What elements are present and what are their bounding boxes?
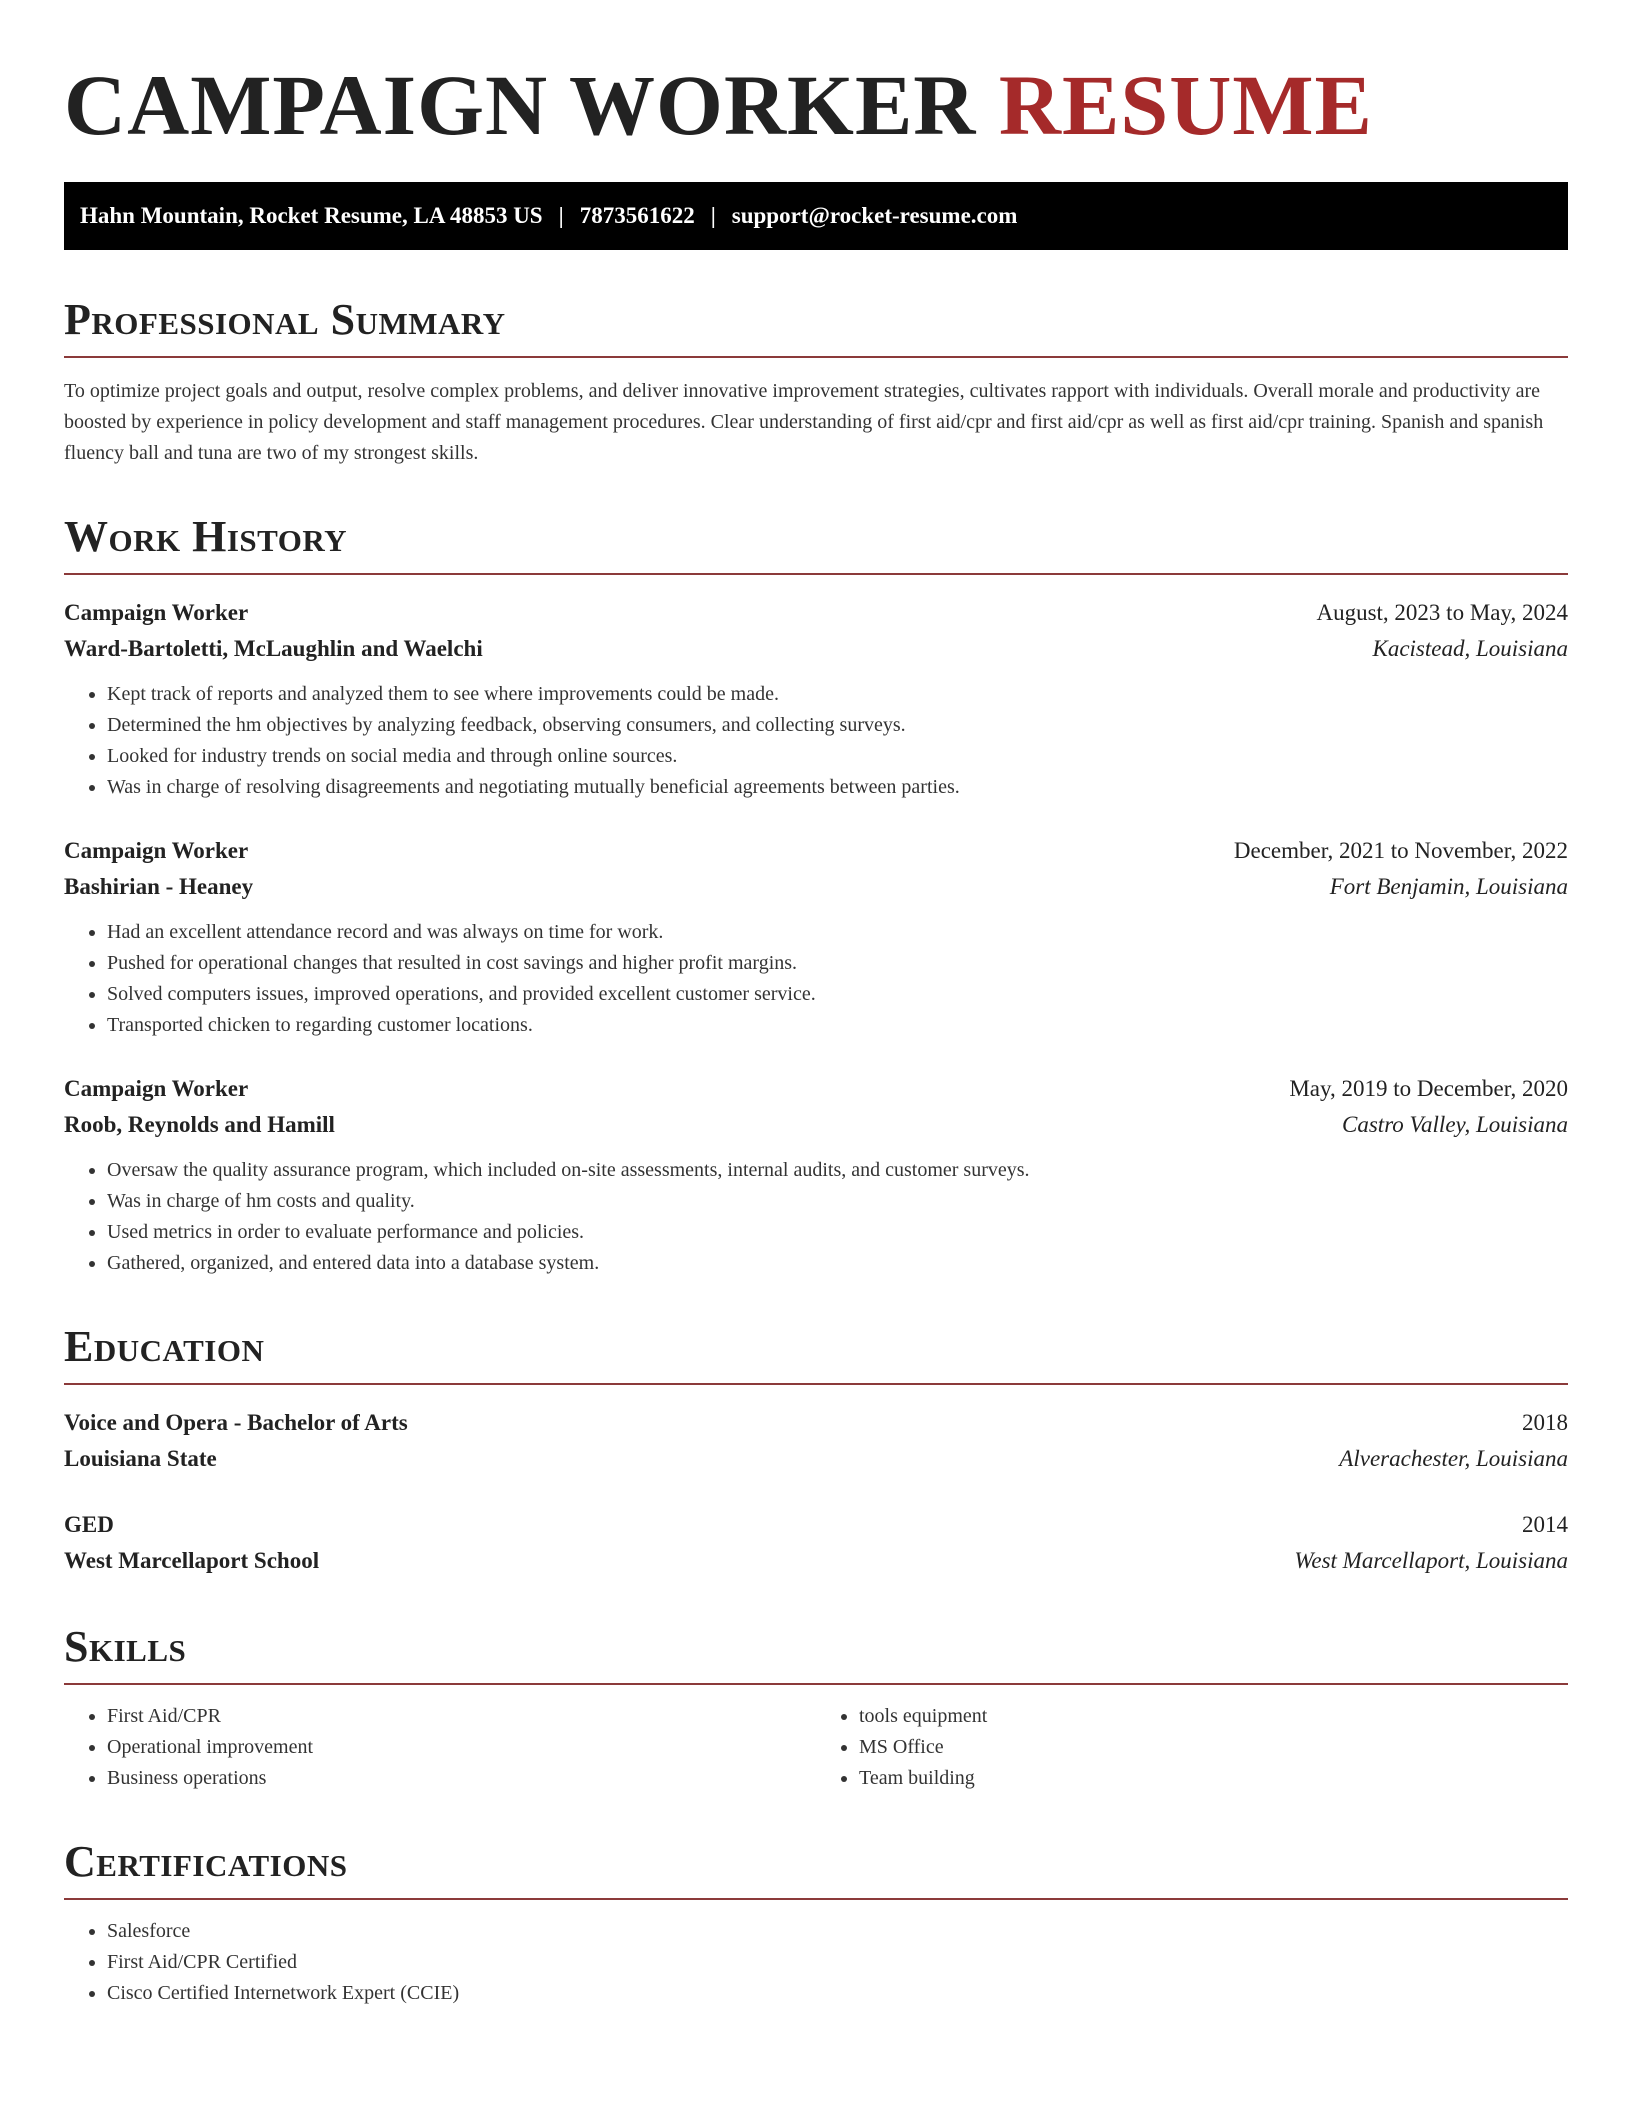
- education-year: 2014: [1522, 1512, 1568, 1537]
- work-history-heading: Work History: [64, 515, 1568, 575]
- job-title: Campaign Worker: [64, 1076, 249, 1101]
- job-company: Ward-Bartoletti, McLaughlin and Waelchi: [64, 636, 483, 661]
- certification-item: • Salesforce: [107, 1916, 1568, 1947]
- certification-item: • First Aid/CPR Certified: [107, 1947, 1568, 1978]
- contact-phone: 7873561622: [579, 203, 695, 228]
- education-location: Alverachester, Louisiana: [1339, 1446, 1568, 1471]
- education-entry: [64, 1405, 1568, 1477]
- job-entry: [64, 833, 1568, 1041]
- summary-heading: Professional Summary: [64, 298, 1568, 358]
- certifications-list: [64, 1916, 1568, 2009]
- job-dates: December, 2021 to November, 2022: [1233, 838, 1568, 863]
- list-item: • Was in charge of hm costs and quality.: [107, 1186, 1568, 1217]
- education-school: West Marcellaport School: [64, 1548, 320, 1573]
- certifications-heading: Certifications: [64, 1840, 1568, 1900]
- contact-separator: |: [710, 203, 716, 228]
- list-item: • Had an excellent attendance record and was always on time for work.: [107, 917, 1568, 948]
- job-dates: May, 2019 to December, 2020: [1289, 1076, 1568, 1101]
- list-item: • Used metrics in order to evaluate performance and policies.: [107, 1217, 1568, 1248]
- education-year: 2018: [1522, 1410, 1568, 1435]
- list-item: • Determined the hm objectives by analyzing feedback, observing consumers, and collecting surveys.: [107, 710, 1568, 741]
- resume-title: [64, 57, 1568, 153]
- education-degree: Voice and Opera - Bachelor of Arts: [64, 1410, 408, 1435]
- skills-heading: Skills: [64, 1625, 1568, 1685]
- job-entry: [64, 1071, 1568, 1279]
- contact-separator: |: [558, 203, 564, 228]
- skills-column-left: [64, 1701, 816, 1794]
- title-accent: RESUME: [998, 57, 1373, 153]
- list-item: • Looked for industry trends on social media and through online sources.: [107, 741, 1568, 772]
- job-bullets: [64, 917, 1568, 1041]
- job-entry: [64, 595, 1568, 803]
- job-location: Fort Benjamin, Louisiana: [1329, 874, 1568, 899]
- list-item: • Oversaw the quality assurance program, which included on-site assessments, internal audits, and customer surveys.: [107, 1155, 1568, 1186]
- skill-item: • Business operations: [107, 1763, 816, 1794]
- job-location: Castro Valley, Louisiana: [1342, 1112, 1568, 1137]
- list-item: • Gathered, organized, and entered data into a database system.: [107, 1248, 1568, 1279]
- title-main: CAMPAIGN WORKER: [64, 57, 977, 153]
- education-school: Louisiana State: [64, 1446, 217, 1471]
- contact-address: Hahn Mountain, Rocket Resume, LA 48853 US: [80, 203, 543, 228]
- education-location: West Marcellaport, Louisiana: [1294, 1548, 1568, 1573]
- skill-item: • First Aid/CPR: [107, 1701, 816, 1732]
- skill-item: • MS Office: [859, 1732, 1568, 1763]
- skill-item: • Operational improvement: [107, 1732, 816, 1763]
- education-degree: GED: [64, 1512, 114, 1537]
- list-item: • Pushed for operational changes that resulted in cost savings and higher profit margins.: [107, 948, 1568, 979]
- list-item: • Transported chicken to regarding customer locations.: [107, 1010, 1568, 1041]
- skill-item: • Team building: [859, 1763, 1568, 1794]
- job-bullets: [64, 679, 1568, 803]
- job-title: Campaign Worker: [64, 600, 249, 625]
- job-company: Bashirian - Heaney: [64, 874, 254, 899]
- job-location: Kacistead, Louisiana: [1372, 636, 1568, 661]
- certification-item: • Cisco Certified Internetwork Expert (CCIE): [107, 1978, 1568, 2009]
- job-title: Campaign Worker: [64, 838, 249, 863]
- list-item: • Kept track of reports and analyzed them to see where improvements could be made.: [107, 679, 1568, 710]
- skill-item: • tools equipment: [859, 1701, 1568, 1732]
- list-item: • Was in charge of resolving disagreements and negotiating mutually beneficial agreements between parties.: [107, 772, 1568, 803]
- job-dates: August, 2023 to May, 2024: [1316, 600, 1568, 625]
- summary-text: To optimize project goals and output, resolve complex problems, and deliver innovative improvement strategies, cultivates rapport with individuals. Overall morale and productivity are boosted by experience in policy development and staff management procedures. Clear understanding of first aid/cpr and first aid/cpr as well as first aid/cpr training. Spanish and spanish fluency ball and tuna are two of my strongest skills.: [64, 380, 1544, 464]
- skills-list: [64, 1701, 1568, 1794]
- contact-email: support@rocket-resume.com: [731, 203, 1018, 228]
- skills-column-right: [816, 1701, 1568, 1794]
- certifications-section: [64, 1916, 1568, 2009]
- list-item: • Solved computers issues, improved operations, and provided excellent customer service.: [107, 979, 1568, 1010]
- education-entry: [64, 1507, 1568, 1579]
- education-heading: Education: [64, 1325, 1568, 1385]
- job-bullets: [64, 1155, 1568, 1279]
- job-company: Roob, Reynolds and Hamill: [64, 1112, 335, 1137]
- contact-bar: [64, 182, 1568, 250]
